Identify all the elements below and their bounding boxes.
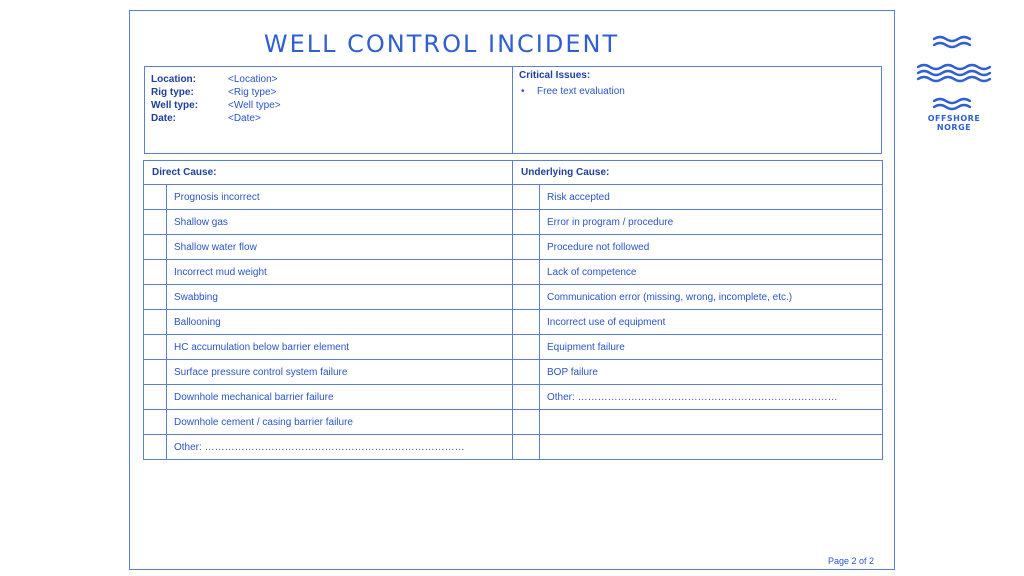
direct-cause-item: Prognosis incorrect xyxy=(167,185,513,210)
well-type-value: <Well type> xyxy=(228,100,281,111)
underlying-cause-header: Underlying Cause: xyxy=(513,161,883,185)
offshore-norge-logo xyxy=(912,28,996,128)
location-label: Location: xyxy=(151,74,196,85)
underlying-cause-item: Equipment failure xyxy=(540,335,883,360)
underlying-checkbox[interactable] xyxy=(513,285,540,310)
table-row xyxy=(144,435,883,460)
critical-issues-panel xyxy=(513,67,881,153)
direct-cause-header: Direct Cause: xyxy=(144,161,513,185)
cause-table xyxy=(143,160,883,460)
logo-wave-1 xyxy=(934,37,970,41)
table-row xyxy=(144,385,883,410)
direct-cause-item: Shallow water flow xyxy=(167,235,513,260)
table-row xyxy=(144,260,883,285)
underlying-checkbox[interactable] xyxy=(513,235,540,260)
logo-text: OFFSHORE NORGE xyxy=(927,114,981,132)
underlying-cause-item xyxy=(540,410,883,435)
underlying-checkbox[interactable] xyxy=(513,435,540,460)
underlying-cause-item: Risk accepted xyxy=(540,185,883,210)
table-row xyxy=(144,310,883,335)
direct-cause-item: Downhole cement / casing barrier failure xyxy=(167,410,513,435)
direct-checkbox[interactable] xyxy=(144,310,167,335)
underlying-checkbox[interactable] xyxy=(513,385,540,410)
rig-type-label: Rig type: xyxy=(151,87,194,98)
info-row-well-type xyxy=(151,99,512,112)
underlying-checkbox[interactable] xyxy=(513,410,540,435)
direct-checkbox[interactable] xyxy=(144,385,167,410)
table-row xyxy=(144,360,883,385)
direct-cause-item: Ballooning xyxy=(167,310,513,335)
direct-cause-item: Surface pressure control system failure xyxy=(167,360,513,385)
underlying-cause-item: Communication error (missing, wrong, incomplete, etc.) xyxy=(540,285,883,310)
underlying-checkbox[interactable] xyxy=(513,360,540,385)
direct-cause-item: Swabbing xyxy=(167,285,513,310)
rig-type-value: <Rig type> xyxy=(228,87,277,98)
underlying-cause-item: BOP failure xyxy=(540,360,883,385)
date-label: Date: xyxy=(151,113,177,124)
direct-cause-item: Other: …………………………………………………………………… xyxy=(167,435,513,460)
direct-checkbox[interactable] xyxy=(144,185,167,210)
table-row xyxy=(144,335,883,360)
direct-checkbox[interactable] xyxy=(144,335,167,360)
well-type-label: Well type: xyxy=(151,100,199,111)
logo-wave-7 xyxy=(934,105,970,109)
direct-checkbox[interactable] xyxy=(144,235,167,260)
direct-cause-item: HC accumulation below barrier element xyxy=(167,335,513,360)
critical-issue-text: Free text evaluation xyxy=(537,86,625,97)
underlying-checkbox[interactable] xyxy=(513,185,540,210)
table-row xyxy=(144,210,883,235)
table-row xyxy=(144,410,883,435)
logo-wave-6 xyxy=(934,99,970,103)
page-title: WELL CONTROL INCIDENT xyxy=(263,30,620,58)
underlying-checkbox[interactable] xyxy=(513,210,540,235)
page-number: Page 2 of 2 xyxy=(828,556,875,566)
underlying-checkbox[interactable] xyxy=(513,310,540,335)
direct-checkbox[interactable] xyxy=(144,285,167,310)
location-value: <Location> xyxy=(228,74,278,85)
direct-cause-item: Shallow gas xyxy=(167,210,513,235)
underlying-checkbox[interactable] xyxy=(513,335,540,360)
underlying-cause-item: Procedure not followed xyxy=(540,235,883,260)
logo-wave-5 xyxy=(918,77,990,81)
logo-wave-2 xyxy=(934,43,970,47)
underlying-cause-item: Other: …………………………………………………………………… xyxy=(540,385,883,410)
direct-cause-item: Incorrect mud weight xyxy=(167,260,513,285)
direct-checkbox[interactable] xyxy=(144,260,167,285)
info-row-rig-type xyxy=(151,86,512,99)
underlying-cause-item xyxy=(540,435,883,460)
logo-wave-3 xyxy=(918,65,990,69)
direct-checkbox[interactable] xyxy=(144,360,167,385)
table-row xyxy=(144,235,883,260)
underlying-cause-item: Incorrect use of equipment xyxy=(540,310,883,335)
table-row xyxy=(144,185,883,210)
date-value: <Date> xyxy=(228,113,261,124)
critical-issues-title: Critical Issues: xyxy=(519,70,591,81)
bullet-icon: • xyxy=(521,86,525,97)
incident-info-box xyxy=(144,66,882,154)
incident-details xyxy=(145,67,513,153)
critical-issues-list xyxy=(519,86,881,97)
direct-checkbox[interactable] xyxy=(144,410,167,435)
underlying-cause-item: Error in program / procedure xyxy=(540,210,883,235)
cause-header-row xyxy=(144,161,883,185)
table-row xyxy=(144,285,883,310)
info-row-location xyxy=(151,73,512,86)
direct-checkbox[interactable] xyxy=(144,210,167,235)
critical-issue-item xyxy=(519,86,881,97)
underlying-cause-item: Lack of competence xyxy=(540,260,883,285)
direct-cause-item: Downhole mechanical barrier failure xyxy=(167,385,513,410)
info-row-date xyxy=(151,112,512,125)
underlying-checkbox[interactable] xyxy=(513,260,540,285)
direct-checkbox[interactable] xyxy=(144,435,167,460)
logo-wave-4 xyxy=(918,71,990,75)
